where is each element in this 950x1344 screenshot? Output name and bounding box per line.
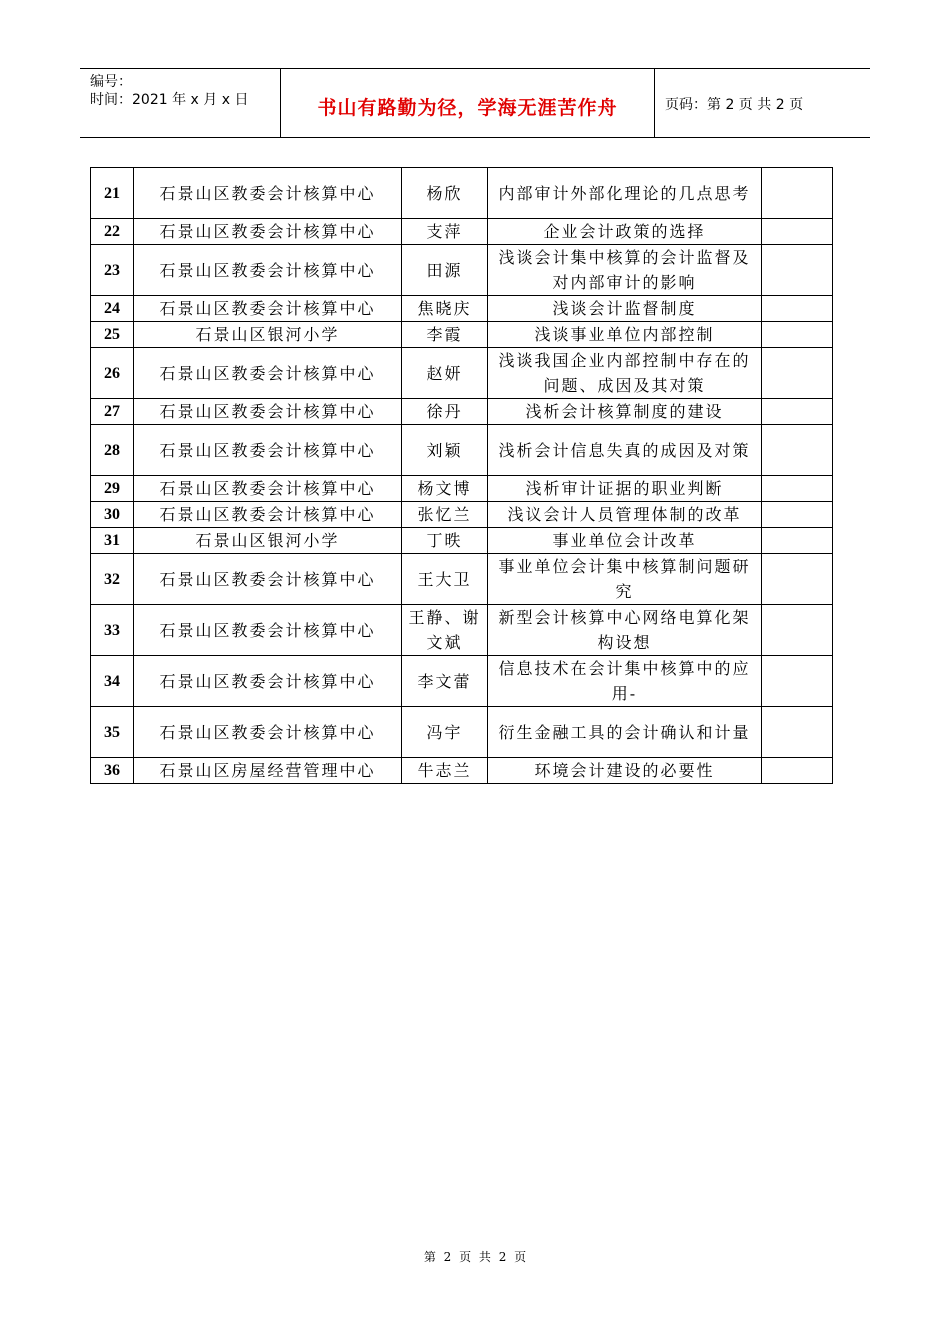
- row-number: 28: [91, 425, 134, 476]
- row-remark: [762, 502, 833, 528]
- table-row: [91, 322, 833, 348]
- table-row: [91, 425, 833, 476]
- row-title: 浅谈会计监督制度: [488, 296, 762, 322]
- row-remark: [762, 348, 833, 399]
- row-title: 浅析会计核算制度的建设: [488, 399, 762, 425]
- row-title: 衍生金融工具的会计确认和计量: [488, 707, 762, 758]
- row-author: 王大卫: [402, 554, 488, 605]
- row-author: 张忆兰: [402, 502, 488, 528]
- table-row: [91, 656, 833, 707]
- row-title: 环境会计建设的必要性: [488, 758, 762, 784]
- row-remark: [762, 476, 833, 502]
- row-number: 22: [91, 219, 134, 245]
- page-info: 页码：第 2 页 共 2 页: [665, 97, 804, 113]
- row-remark: [762, 605, 833, 656]
- row-title: 浅析审计证据的职业判断: [488, 476, 762, 502]
- row-title: 浅谈事业单位内部控制: [488, 322, 762, 348]
- row-author: 徐丹: [402, 399, 488, 425]
- row-number: 31: [91, 528, 134, 554]
- row-unit: 石景山区教委会计核算中心: [134, 296, 402, 322]
- row-author: 李霞: [402, 322, 488, 348]
- row-number: 27: [91, 399, 134, 425]
- row-unit: 石景山区教委会计核算中心: [134, 707, 402, 758]
- row-remark: [762, 219, 833, 245]
- row-unit: 石景山区教委会计核算中心: [134, 502, 402, 528]
- row-remark: [762, 245, 833, 296]
- row-unit: 石景山区教委会计核算中心: [134, 554, 402, 605]
- header-motto-cell: [281, 69, 655, 137]
- row-unit: 石景山区教委会计核算中心: [134, 656, 402, 707]
- table-row: [91, 348, 833, 399]
- row-remark: [762, 322, 833, 348]
- table-row: [91, 707, 833, 758]
- row-author: 杨文博: [402, 476, 488, 502]
- row-unit: 石景山区教委会计核算中心: [134, 168, 402, 219]
- row-unit: 石景山区教委会计核算中心: [134, 476, 402, 502]
- table-row: [91, 245, 833, 296]
- row-title: 内部审计外部化理论的几点思考: [488, 168, 762, 219]
- table-row: [91, 554, 833, 605]
- row-title: 事业单位会计集中核算制问题研究: [488, 554, 762, 605]
- row-unit: 石景山区教委会计核算中心: [134, 245, 402, 296]
- table-row: [91, 605, 833, 656]
- row-number: 33: [91, 605, 134, 656]
- row-remark: [762, 758, 833, 784]
- row-number: 29: [91, 476, 134, 502]
- row-title: 浅析会计信息失真的成因及对策: [488, 425, 762, 476]
- row-author: 丁昳: [402, 528, 488, 554]
- row-author: 焦晓庆: [402, 296, 488, 322]
- row-number: 25: [91, 322, 134, 348]
- row-number: 23: [91, 245, 134, 296]
- row-author: 冯宇: [402, 707, 488, 758]
- row-author: 支萍: [402, 219, 488, 245]
- row-author: 赵妍: [402, 348, 488, 399]
- row-remark: [762, 399, 833, 425]
- row-author: 王静、谢文斌: [402, 605, 488, 656]
- paper-list-body: [91, 168, 833, 784]
- row-remark: [762, 554, 833, 605]
- row-remark: [762, 296, 833, 322]
- header-page-cell: [655, 69, 870, 137]
- row-remark: [762, 528, 833, 554]
- row-title: 浅议会计人员管理体制的改革: [488, 502, 762, 528]
- row-remark: [762, 168, 833, 219]
- table-row: [91, 502, 833, 528]
- serial-label: 编号：: [90, 74, 132, 90]
- row-title: 企业会计政策的选择: [488, 219, 762, 245]
- row-unit: 石景山区教委会计核算中心: [134, 605, 402, 656]
- row-remark: [762, 707, 833, 758]
- table-row: [91, 219, 833, 245]
- page-footer: 第 2 页 共 2 页: [423, 1250, 527, 1264]
- row-number: 21: [91, 168, 134, 219]
- row-unit: 石景山区教委会计核算中心: [134, 399, 402, 425]
- row-title: 浅谈我国企业内部控制中存在的问题、成因及其对策: [488, 348, 762, 399]
- page-header: [80, 68, 870, 138]
- row-number: 35: [91, 707, 134, 758]
- motto: 书山有路勤为径，学海无涯苦作舟: [317, 97, 618, 119]
- header-meta-cell: [80, 69, 281, 137]
- row-unit: 石景山区教委会计核算中心: [134, 348, 402, 399]
- row-author: 刘颖: [402, 425, 488, 476]
- row-number: 34: [91, 656, 134, 707]
- row-number: 32: [91, 554, 134, 605]
- table-row: [91, 758, 833, 784]
- table-row: [91, 476, 833, 502]
- row-title: 事业单位会计改革: [488, 528, 762, 554]
- row-unit: 石景山区教委会计核算中心: [134, 219, 402, 245]
- row-number: 30: [91, 502, 134, 528]
- row-author: 杨欣: [402, 168, 488, 219]
- row-title: 信息技术在会计集中核算中的应用-: [488, 656, 762, 707]
- table-row: [91, 168, 833, 219]
- row-unit: 石景山区银河小学: [134, 322, 402, 348]
- paper-list-table: [90, 167, 833, 784]
- row-title: 浅谈会计集中核算的会计监督及对内部审计的影响: [488, 245, 762, 296]
- row-remark: [762, 656, 833, 707]
- row-author: 牛志兰: [402, 758, 488, 784]
- row-unit: 石景山区房屋经营管理中心: [134, 758, 402, 784]
- row-remark: [762, 425, 833, 476]
- table-row: [91, 528, 833, 554]
- table-row: [91, 399, 833, 425]
- row-author: 李文蕾: [402, 656, 488, 707]
- row-unit: 石景山区教委会计核算中心: [134, 425, 402, 476]
- row-number: 24: [91, 296, 134, 322]
- row-number: 26: [91, 348, 134, 399]
- table-row: [91, 296, 833, 322]
- row-number: 36: [91, 758, 134, 784]
- time-label: 时间：2021 年 x 月 x 日: [90, 92, 249, 108]
- row-unit: 石景山区银河小学: [134, 528, 402, 554]
- row-title: 新型会计核算中心网络电算化架构设想: [488, 605, 762, 656]
- row-author: 田源: [402, 245, 488, 296]
